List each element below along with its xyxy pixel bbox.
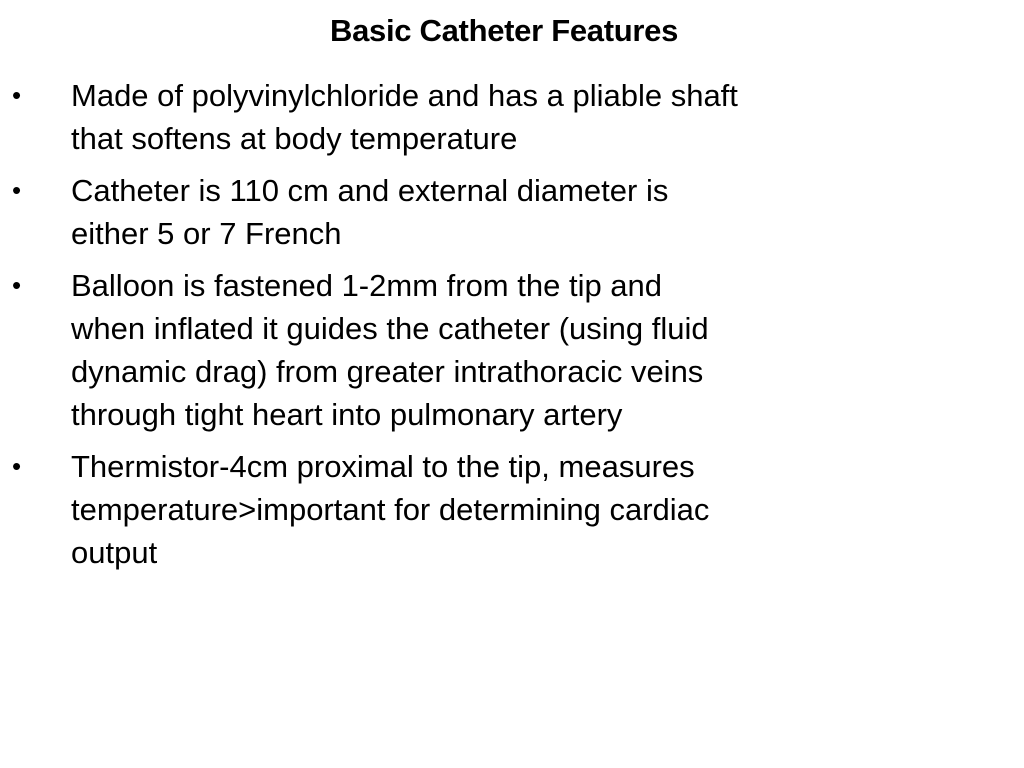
bullet-icon: • (12, 175, 22, 205)
bullet-text: Catheter is 110 cm and external diameter is either 5 or 7 French (71, 173, 669, 251)
bullet-item (0, 445, 740, 574)
slide-title: Basic Catheter Features (329, 13, 679, 48)
bullet-list (0, 74, 740, 583)
bullet-icon: • (12, 270, 22, 300)
bullet-item (0, 264, 740, 436)
bullet-text: Balloon is fastened 1-2mm from the tip and when inflated it guides the catheter (using fluid dynamic drag) from greater intrathoracic veins through tight heart into pulmonary artery (71, 268, 709, 432)
bullet-text: Made of polyvinylchloride and has a pliable shaft that softens at body temperature (71, 78, 738, 156)
bullet-item (0, 169, 740, 255)
bullet-text: Thermistor-4cm proximal to the tip, measures temperature>important for determining cardiac output (71, 449, 710, 570)
bullet-item (0, 74, 740, 160)
bullet-icon: • (12, 451, 22, 481)
bullet-icon: • (12, 80, 22, 110)
